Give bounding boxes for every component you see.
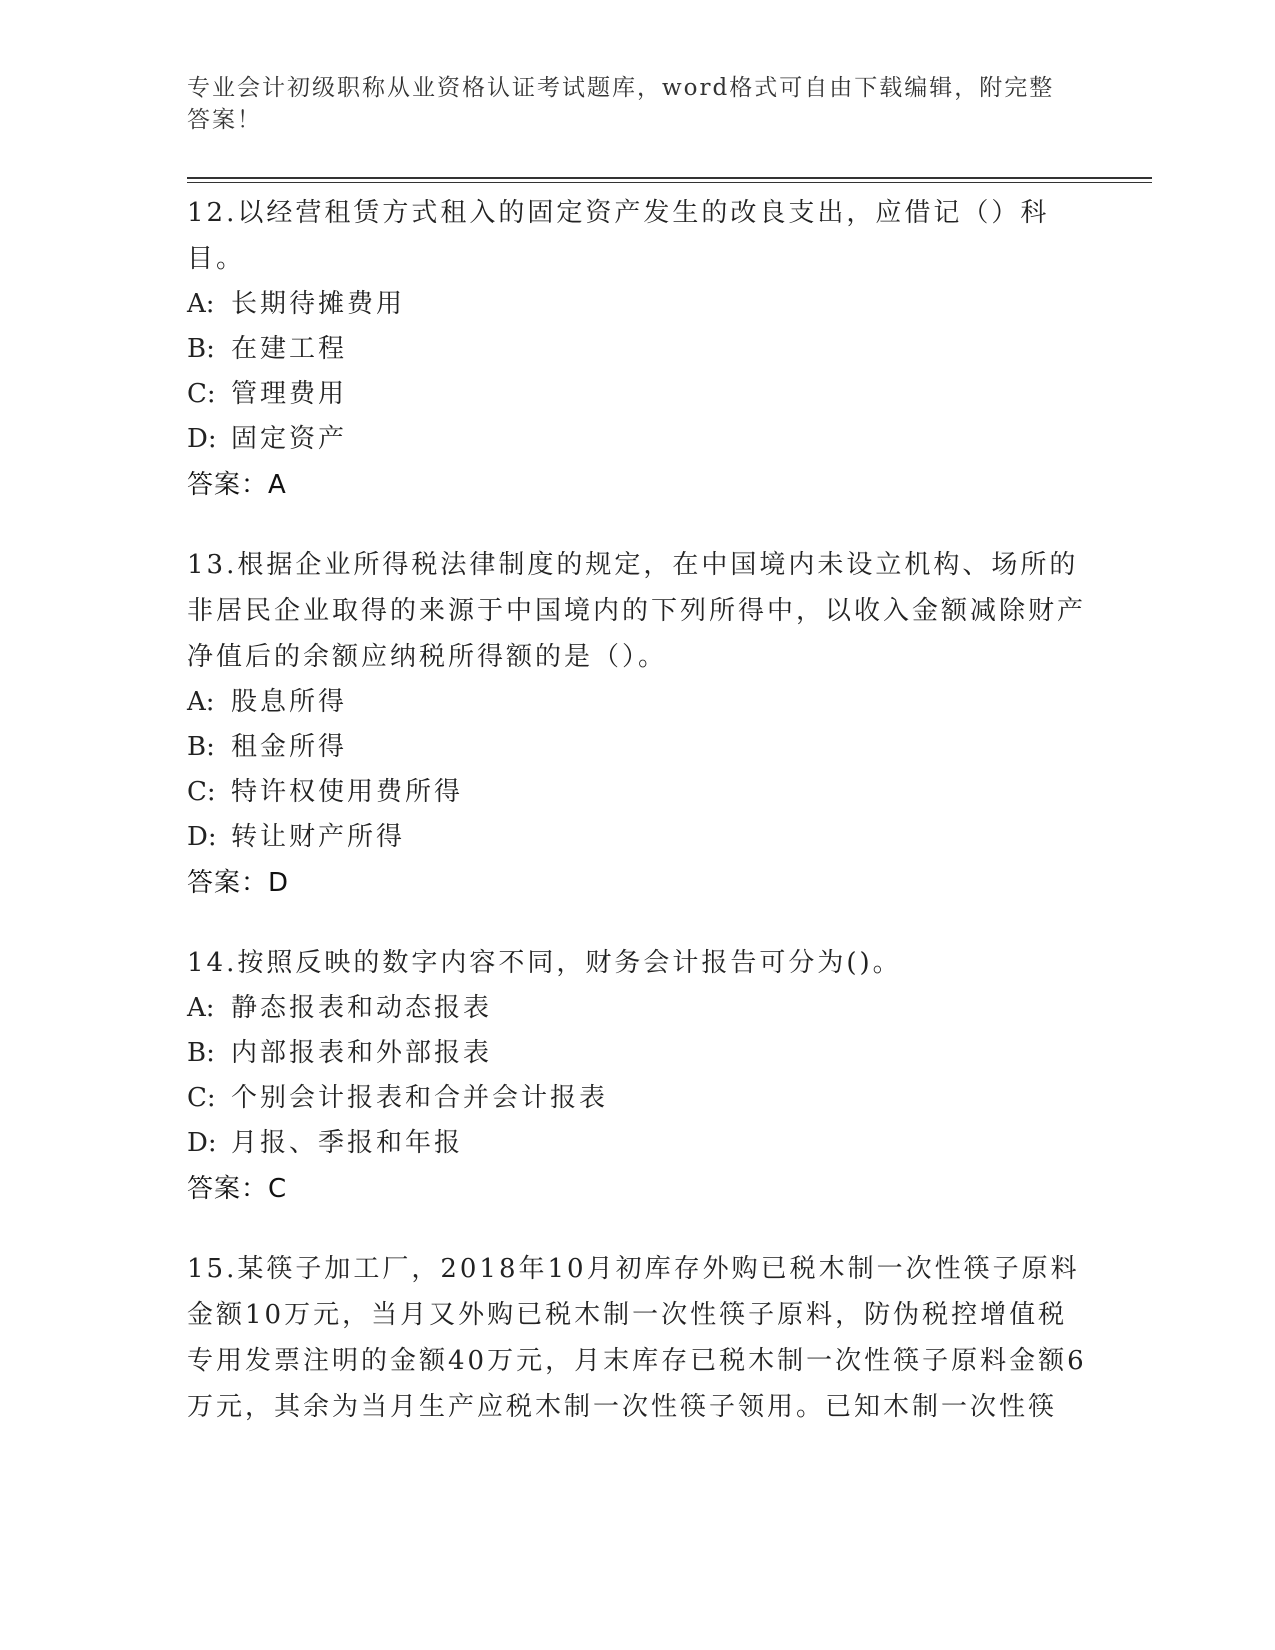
option-label: C:	[187, 777, 216, 807]
option-b	[187, 1031, 1087, 1076]
option-label: C:	[187, 379, 216, 409]
option-label: D:	[187, 822, 217, 852]
option-c	[187, 770, 1087, 815]
question-14	[187, 940, 1087, 1212]
question-13	[187, 542, 1087, 906]
option-d	[187, 1121, 1087, 1166]
option-c	[187, 1076, 1087, 1121]
option-a	[187, 680, 1087, 725]
question-text: 13.根据企业所得税法律制度的规定，在中国境内未设立机构、场所的非居民企业取得的来源于中国境内的下列所得中，以收入金额减除财产净值后的余额应纳税所得额的是（）。	[187, 550, 1087, 672]
option-b	[187, 327, 1087, 372]
question-text: 14.按照反映的数字内容不同，财务会计报告可分为()。	[187, 948, 902, 978]
option-c	[187, 372, 1087, 417]
option-label: A:	[187, 687, 215, 717]
option-text: 个别会计报表和合并会计报表	[231, 1083, 609, 1113]
question-list	[187, 190, 1087, 1464]
option-d	[187, 815, 1087, 860]
answer: 答案：A	[187, 470, 287, 500]
question-text: 15.某筷子加工厂，2018年10月初库存外购已税木制一次性筷子原料金额10万元，当月又外购已税木制一次性筷子原料，防伪税控增值税专用发票注明的金额40万元，月末库存已税木制一次性筷子原料金额6万元，其余为当月生产应税木制一次性筷子领用。已知木制一次性筷	[187, 1254, 1087, 1422]
option-text: 在建工程	[231, 334, 348, 364]
option-text: 特许权使用费所得	[231, 777, 464, 807]
option-text: 租金所得	[231, 732, 348, 762]
option-text: 长期待摊费用	[231, 289, 406, 319]
answer: 答案：C	[187, 1174, 288, 1204]
option-label: A:	[187, 289, 215, 319]
option-label: C:	[187, 1083, 216, 1113]
option-d	[187, 417, 1087, 462]
answer: 答案：D	[187, 868, 290, 898]
option-text: 月报、季报和年报	[231, 1128, 464, 1158]
option-text: 内部报表和外部报表	[231, 1038, 493, 1068]
option-label: B:	[187, 334, 215, 364]
question-15	[187, 1246, 1087, 1430]
header-divider-thin	[187, 182, 1152, 183]
option-text: 静态报表和动态报表	[231, 993, 493, 1023]
option-text: 管理费用	[231, 379, 348, 409]
header-divider	[187, 177, 1152, 179]
option-a	[187, 986, 1087, 1031]
option-label: B:	[187, 732, 215, 762]
option-text: 转让财产所得	[231, 822, 406, 852]
question-12	[187, 190, 1087, 508]
document-header: 专业会计初级职称从业资格认证考试题库，word格式可自由下载编辑，附完整答案！	[187, 75, 1055, 133]
option-label: D:	[187, 1128, 217, 1158]
option-text: 固定资产	[231, 424, 348, 454]
option-b	[187, 725, 1087, 770]
option-text: 股息所得	[231, 687, 348, 717]
option-a	[187, 282, 1087, 327]
option-label: A:	[187, 993, 215, 1023]
option-label: D:	[187, 424, 217, 454]
question-text: 12.以经营租赁方式租入的固定资产发生的改良支出，应借记（）科目。	[187, 198, 1050, 274]
option-label: B:	[187, 1038, 215, 1068]
